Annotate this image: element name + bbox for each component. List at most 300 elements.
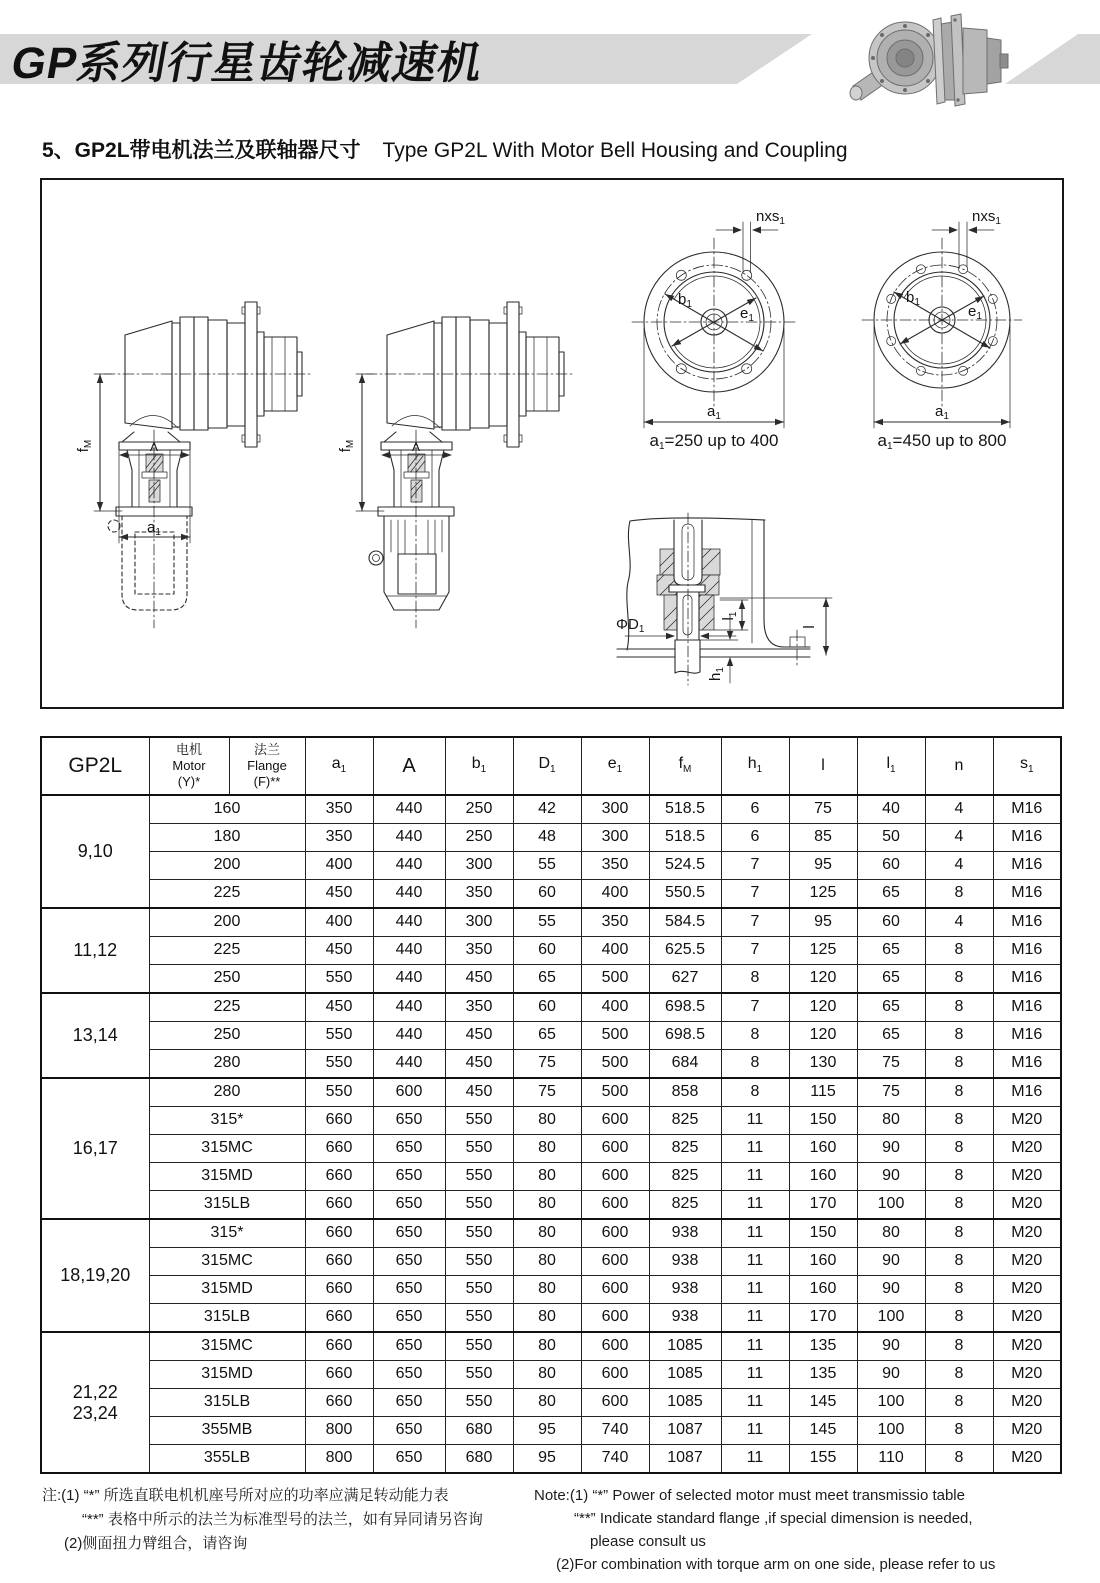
dimension-cell: 65 [857, 1022, 925, 1050]
dimension-cell: 740 [581, 1417, 649, 1445]
dim-b1-label: $b_1$ [906, 289, 920, 308]
dimension-cell: 90 [857, 1163, 925, 1191]
dimension-cell: 627 [649, 965, 721, 994]
dimension-cell: 4 [925, 908, 993, 937]
dimension-cell: 450 [445, 1078, 513, 1107]
dimension-cell: 7 [721, 852, 789, 880]
dimension-cell: 80 [857, 1107, 925, 1135]
dimension-cell: 80 [513, 1361, 581, 1389]
table-row [41, 852, 1061, 880]
dimension-cell: 110 [857, 1445, 925, 1474]
dimension-cell: 160 [789, 1276, 857, 1304]
dimension-cell: 500 [581, 965, 649, 994]
dimension-cell: 300 [581, 824, 649, 852]
dimension-cell: 825 [649, 1163, 721, 1191]
dimension-cell: 8 [925, 1248, 993, 1276]
shaft-section-detail [616, 513, 832, 685]
dimension-cell: 11 [721, 1107, 789, 1135]
dimension-cell: 80 [857, 1219, 925, 1248]
dimension-cell: 800 [305, 1417, 373, 1445]
dimension-cell: 650 [373, 1389, 445, 1417]
dimension-cell: 400 [581, 880, 649, 909]
dimension-cell: 500 [581, 1050, 649, 1079]
table-row [41, 1107, 1061, 1135]
dimension-cell: 1085 [649, 1361, 721, 1389]
dimension-cell: 100 [857, 1191, 925, 1220]
dimension-cell: 450 [305, 993, 373, 1022]
dimension-cell: M16 [993, 993, 1061, 1022]
motor-frame-cell: 180 [149, 824, 305, 852]
dimension-cell: 550 [305, 1022, 373, 1050]
dimension-cell: 8 [925, 1107, 993, 1135]
column-header: $l_1$ [857, 737, 925, 795]
motor-frame-cell: 355LB [149, 1445, 305, 1474]
column-header: $h_1$ [721, 737, 789, 795]
dimension-cell: 550 [445, 1191, 513, 1220]
dimension-cell: 600 [581, 1304, 649, 1333]
dimension-cell: 1087 [649, 1445, 721, 1474]
dimension-cell: 584.5 [649, 908, 721, 937]
model-group-label: 18,19,20 [41, 1219, 149, 1332]
dimension-cell: 450 [445, 1022, 513, 1050]
column-header: $b_1$ [445, 737, 513, 795]
column-header: $D_1$ [513, 737, 581, 795]
dimension-cell: 600 [581, 1276, 649, 1304]
dimension-cell: 550 [445, 1276, 513, 1304]
dimension-cell: 600 [581, 1361, 649, 1389]
dimension-cell: 8 [925, 1163, 993, 1191]
dimension-cell: 100 [857, 1304, 925, 1333]
dimension-cell: 518.5 [649, 824, 721, 852]
dimension-cell: 684 [649, 1050, 721, 1079]
dimension-cell: M20 [993, 1304, 1061, 1333]
table-row [41, 1219, 1061, 1248]
table-row [41, 1078, 1061, 1107]
dimension-cell: M16 [993, 852, 1061, 880]
dimension-cell: 550 [305, 1078, 373, 1107]
dimension-cell: 55 [513, 852, 581, 880]
dimension-cell: 440 [373, 993, 445, 1022]
dimension-cell: 440 [373, 1050, 445, 1079]
dimension-cell: 150 [789, 1219, 857, 1248]
dimension-cell: 65 [513, 1022, 581, 1050]
dim-b1-label: $b_1$ [678, 291, 692, 310]
dimension-cell: 650 [373, 1191, 445, 1220]
dimension-cell: 450 [445, 965, 513, 994]
table-row [41, 965, 1061, 994]
dimension-cell: 350 [581, 852, 649, 880]
dim-fM-label: $f_M$ [75, 439, 94, 453]
flange-view-small [632, 208, 796, 452]
banner-right-stripe [1005, 34, 1100, 84]
dimension-cell: 8 [925, 965, 993, 994]
dimension-cell: M16 [993, 795, 1061, 824]
dimension-cell: 11 [721, 1332, 789, 1361]
table-row [41, 1276, 1061, 1304]
dimension-cell: 400 [581, 993, 649, 1022]
dimension-cell: 350 [305, 824, 373, 852]
dimension-cell: 95 [789, 852, 857, 880]
dim-a1-label: $a_1$ [147, 519, 161, 538]
column-header: A [373, 737, 445, 795]
dimension-cell: 125 [789, 937, 857, 965]
dimension-cell: 8 [721, 1050, 789, 1079]
dimension-cell: 440 [373, 908, 445, 937]
dimension-cell: M16 [993, 1078, 1061, 1107]
table-row [41, 1332, 1061, 1361]
motor-frame-cell: 315LB [149, 1389, 305, 1417]
dimension-cell: 170 [789, 1191, 857, 1220]
dimension-cell: 825 [649, 1107, 721, 1135]
dimension-cell: 4 [925, 852, 993, 880]
dimension-cell: 170 [789, 1304, 857, 1333]
dimension-cell: 440 [373, 1022, 445, 1050]
dimension-cell: 8 [925, 993, 993, 1022]
motor-frame-cell: 315* [149, 1219, 305, 1248]
product-photo [845, 6, 1010, 118]
dimension-cell: 11 [721, 1304, 789, 1333]
dimension-cell: 65 [857, 965, 925, 994]
dim-a1-flange-label: $a_1$ [707, 403, 721, 422]
dimension-cell: 440 [373, 880, 445, 909]
dimension-cell: 90 [857, 1332, 925, 1361]
dimension-cell: 550 [445, 1163, 513, 1191]
dimension-cell: 400 [305, 908, 373, 937]
flange-caption-small: a1=250 up to 400 [649, 431, 779, 452]
dimension-cell: 500 [581, 1078, 649, 1107]
table-row [41, 1022, 1061, 1050]
dimension-cell: 660 [305, 1332, 373, 1361]
dimension-cell: 135 [789, 1332, 857, 1361]
section-heading [42, 134, 848, 164]
dimension-cell: 60 [513, 937, 581, 965]
dimension-cell: 300 [445, 908, 513, 937]
dimension-cell: 600 [581, 1389, 649, 1417]
dimension-cell: 80 [513, 1332, 581, 1361]
column-header: $s_1$ [993, 737, 1061, 795]
table-row [41, 1135, 1061, 1163]
dimension-cell: 80 [513, 1135, 581, 1163]
table-row [41, 824, 1061, 852]
dimension-cell: 550 [445, 1135, 513, 1163]
dimension-cell: 650 [373, 1417, 445, 1445]
dimension-cell: 8 [925, 937, 993, 965]
table-row [41, 908, 1061, 937]
dimension-cell: 440 [373, 852, 445, 880]
dimension-cell: 160 [789, 1163, 857, 1191]
dimension-cell: 858 [649, 1078, 721, 1107]
motor-frame-cell: 200 [149, 908, 305, 937]
dimension-cell: 350 [581, 908, 649, 937]
dimension-cell: 65 [857, 993, 925, 1022]
dimension-cell: 650 [373, 1248, 445, 1276]
note-line: (2)For combination with torque arm on one side, please refer to us [556, 1556, 996, 1573]
motor-frame-cell: 315MC [149, 1135, 305, 1163]
dimension-cell: 7 [721, 993, 789, 1022]
table-row [41, 1389, 1061, 1417]
dimension-cell: 80 [513, 1191, 581, 1220]
dimension-cell: 95 [789, 908, 857, 937]
dimension-cell: M20 [993, 1417, 1061, 1445]
dimension-cell: 120 [789, 1022, 857, 1050]
dimension-cell: 550 [445, 1107, 513, 1135]
dimension-cell: 650 [373, 1361, 445, 1389]
dimension-cell: 600 [581, 1332, 649, 1361]
table-row [41, 937, 1061, 965]
motor-frame-cell: 315MD [149, 1361, 305, 1389]
motor-frame-cell: 280 [149, 1078, 305, 1107]
motor-frame-cell: 315LB [149, 1304, 305, 1333]
dimension-cell: 550.5 [649, 880, 721, 909]
dimension-cell: 350 [445, 937, 513, 965]
dimension-cell: M20 [993, 1276, 1061, 1304]
dimension-cell: 95 [513, 1445, 581, 1474]
dimension-cell: 680 [445, 1417, 513, 1445]
motor-frame-cell: 315LB [149, 1191, 305, 1220]
motor-frame-cell: 225 [149, 993, 305, 1022]
table-row [41, 1248, 1061, 1276]
gear-reducer-image [850, 14, 1008, 106]
section-title-en: Type GP2L With Motor Bell Housing and Coupling [382, 139, 848, 162]
dimension-cell: 650 [373, 1304, 445, 1333]
dimension-cell: 660 [305, 1276, 373, 1304]
table-row [41, 795, 1061, 824]
dimension-cell: 650 [373, 1219, 445, 1248]
dimension-cell: 90 [857, 1248, 925, 1276]
dimension-cell: 65 [857, 937, 925, 965]
dimension-cell: 350 [445, 993, 513, 1022]
dimension-cell: 550 [445, 1304, 513, 1333]
dimension-cell: 8 [925, 1022, 993, 1050]
dimension-cell: 550 [445, 1219, 513, 1248]
dimension-cell: 160 [789, 1248, 857, 1276]
dimension-cell: 7 [721, 908, 789, 937]
dim-h1-label: $h_1$ [707, 667, 726, 681]
dimension-cell: 550 [445, 1361, 513, 1389]
dimension-cell: 90 [857, 1361, 925, 1389]
dimension-table [40, 736, 1062, 1474]
model-group-label: 13,14 [41, 993, 149, 1078]
dimension-cell: 8 [925, 1191, 993, 1220]
column-header: $f_M$ [649, 737, 721, 795]
dimension-cell: 518.5 [649, 795, 721, 824]
dimension-cell: 440 [373, 795, 445, 824]
dimension-cell: 11 [721, 1276, 789, 1304]
dimension-cell: 524.5 [649, 852, 721, 880]
dimension-cell: 938 [649, 1276, 721, 1304]
dimension-cell: M16 [993, 1050, 1061, 1079]
table-row [41, 993, 1061, 1022]
dimension-cell: 55 [513, 908, 581, 937]
dimension-cell: 440 [373, 965, 445, 994]
dimension-cell: 7 [721, 880, 789, 909]
dim-nxs1-label: nxs$_1$ [756, 208, 785, 227]
dimension-cell: 680 [445, 1445, 513, 1474]
dimension-cell: 8 [925, 1219, 993, 1248]
column-header: 电机 Motor (Y)* [149, 737, 229, 795]
dimension-cell: 8 [925, 1078, 993, 1107]
dimension-cell: 600 [581, 1248, 649, 1276]
dimension-cell: 450 [305, 937, 373, 965]
motor-frame-cell: 250 [149, 965, 305, 994]
dimension-cell: M20 [993, 1107, 1061, 1135]
dimension-cell: 550 [305, 1050, 373, 1079]
technical-drawing-panel [40, 178, 1064, 709]
dimension-cell: 8 [925, 1417, 993, 1445]
dimension-cell: 125 [789, 880, 857, 909]
dimension-cell: 698.5 [649, 1022, 721, 1050]
dimension-cell: 8 [721, 965, 789, 994]
dimension-cell: 120 [789, 965, 857, 994]
dimension-cell: 650 [373, 1163, 445, 1191]
dimension-cell: M16 [993, 880, 1061, 909]
dimension-cell: 4 [925, 824, 993, 852]
motor-frame-cell: 225 [149, 880, 305, 909]
dimension-cell: 660 [305, 1107, 373, 1135]
dimension-cell: 8 [925, 1445, 993, 1474]
dimension-cell: 115 [789, 1078, 857, 1107]
column-header: $e_1$ [581, 737, 649, 795]
dimension-cell: 650 [373, 1445, 445, 1474]
dimension-cell: 80 [513, 1163, 581, 1191]
dimension-cell: M20 [993, 1361, 1061, 1389]
dimension-cell: 100 [857, 1389, 925, 1417]
side-view-gear-unit-2 [337, 302, 572, 628]
dimension-cell: 60 [513, 880, 581, 909]
dimension-cell: 155 [789, 1445, 857, 1474]
motor-frame-cell: 160 [149, 795, 305, 824]
dimension-cell: 130 [789, 1050, 857, 1079]
dimension-cell: 145 [789, 1389, 857, 1417]
dimension-cell: M16 [993, 1022, 1061, 1050]
dimension-cell: 80 [513, 1219, 581, 1248]
dimension-cell: 80 [513, 1107, 581, 1135]
dimension-cell: 8 [925, 1361, 993, 1389]
dimension-cell: 60 [513, 993, 581, 1022]
dimension-cell: M20 [993, 1219, 1061, 1248]
dimension-cell: 160 [789, 1135, 857, 1163]
dimension-cell: 660 [305, 1389, 373, 1417]
dimension-cell: 90 [857, 1276, 925, 1304]
dimension-cell: 550 [445, 1332, 513, 1361]
dimension-cell: 300 [581, 795, 649, 824]
table-row [41, 1304, 1061, 1333]
dimension-cell: 650 [373, 1135, 445, 1163]
dimension-cell: M20 [993, 1163, 1061, 1191]
column-header: l [789, 737, 857, 795]
dimension-cell: 660 [305, 1304, 373, 1333]
dimension-cell: 1087 [649, 1417, 721, 1445]
dimension-cell: 600 [581, 1107, 649, 1135]
dimension-cell: 150 [789, 1107, 857, 1135]
dimension-cell: 500 [581, 1022, 649, 1050]
dimension-cell: 600 [373, 1078, 445, 1107]
dimension-cell: M16 [993, 965, 1061, 994]
dim-l1-label: $l_1$ [720, 611, 739, 621]
motor-frame-cell: 315MD [149, 1163, 305, 1191]
dimension-cell: 660 [305, 1248, 373, 1276]
dimension-cell: 660 [305, 1163, 373, 1191]
dimension-cell: 11 [721, 1417, 789, 1445]
dimension-cell: 60 [857, 852, 925, 880]
dim-nxs1-label: nxs$_1$ [972, 208, 1001, 227]
table-row [41, 1050, 1061, 1079]
dimension-cell: 250 [445, 824, 513, 852]
table-body [41, 795, 1061, 1473]
dimension-cell: 450 [445, 1050, 513, 1079]
note-line: please consult us [590, 1533, 706, 1550]
dimension-cell: 6 [721, 824, 789, 852]
dimension-cell: 1085 [649, 1389, 721, 1417]
dimension-cell: 8 [721, 1022, 789, 1050]
dimension-cell: 80 [513, 1304, 581, 1333]
table-row [41, 1361, 1061, 1389]
motor-frame-cell: 315MC [149, 1248, 305, 1276]
dimension-cell: M20 [993, 1248, 1061, 1276]
dimension-cell: 660 [305, 1219, 373, 1248]
flange-caption-large: a1=450 up to 800 [877, 431, 1007, 452]
dimension-cell: 740 [581, 1445, 649, 1474]
dimension-cell: 938 [649, 1304, 721, 1333]
dimension-cell: 8 [925, 1389, 993, 1417]
notes-chinese [42, 1484, 530, 1556]
flange-view-large [862, 208, 1022, 452]
dimension-cell: 6 [721, 795, 789, 824]
dimension-cell: 8 [925, 1304, 993, 1333]
dimension-cell: 11 [721, 1389, 789, 1417]
dimension-cell: M20 [993, 1191, 1061, 1220]
dimension-cell: 825 [649, 1191, 721, 1220]
motor-solid [369, 516, 449, 610]
dimension-cell: 600 [581, 1219, 649, 1248]
motor-frame-cell: 250 [149, 1022, 305, 1050]
dimension-cell: 11 [721, 1248, 789, 1276]
dimension-cell: 80 [513, 1276, 581, 1304]
dimension-cell: 65 [513, 965, 581, 994]
page-title: GP系列行星齿轮减速机 [7, 39, 487, 88]
dimension-cell: 80 [513, 1389, 581, 1417]
table-row [41, 1417, 1061, 1445]
note-line: “**” 表格中所示的法兰为标准型号的法兰，如有异同请另咨询 [82, 1511, 483, 1528]
dimension-cell: 600 [581, 1163, 649, 1191]
dimension-cell: 650 [373, 1332, 445, 1361]
dimension-cell: 400 [305, 852, 373, 880]
notes-english [534, 1484, 1060, 1576]
dimension-cell: 75 [857, 1078, 925, 1107]
dimension-cell: 11 [721, 1163, 789, 1191]
dim-A-label: A [149, 440, 159, 454]
dimension-cell: 350 [445, 880, 513, 909]
dimension-cell: 120 [789, 993, 857, 1022]
dimension-cell: 440 [373, 937, 445, 965]
dimension-cell: M16 [993, 937, 1061, 965]
dimension-cell: 650 [373, 1276, 445, 1304]
dimension-cell: 1085 [649, 1332, 721, 1361]
dimension-cell: 75 [513, 1078, 581, 1107]
model-group-label: 9,10 [41, 795, 149, 908]
dimension-cell: 8 [721, 1078, 789, 1107]
note-line: “**” Indicate standard flange ,if special dimension is needed, [574, 1510, 973, 1527]
dimension-cell: M20 [993, 1135, 1061, 1163]
table-row [41, 1191, 1061, 1220]
dimension-cell: 11 [721, 1361, 789, 1389]
dimension-cell: 75 [789, 795, 857, 824]
dimension-cell: 450 [305, 880, 373, 909]
column-header: n [925, 737, 993, 795]
table-row [41, 1445, 1061, 1474]
dimension-cell: 250 [445, 795, 513, 824]
dimension-cell: 145 [789, 1417, 857, 1445]
